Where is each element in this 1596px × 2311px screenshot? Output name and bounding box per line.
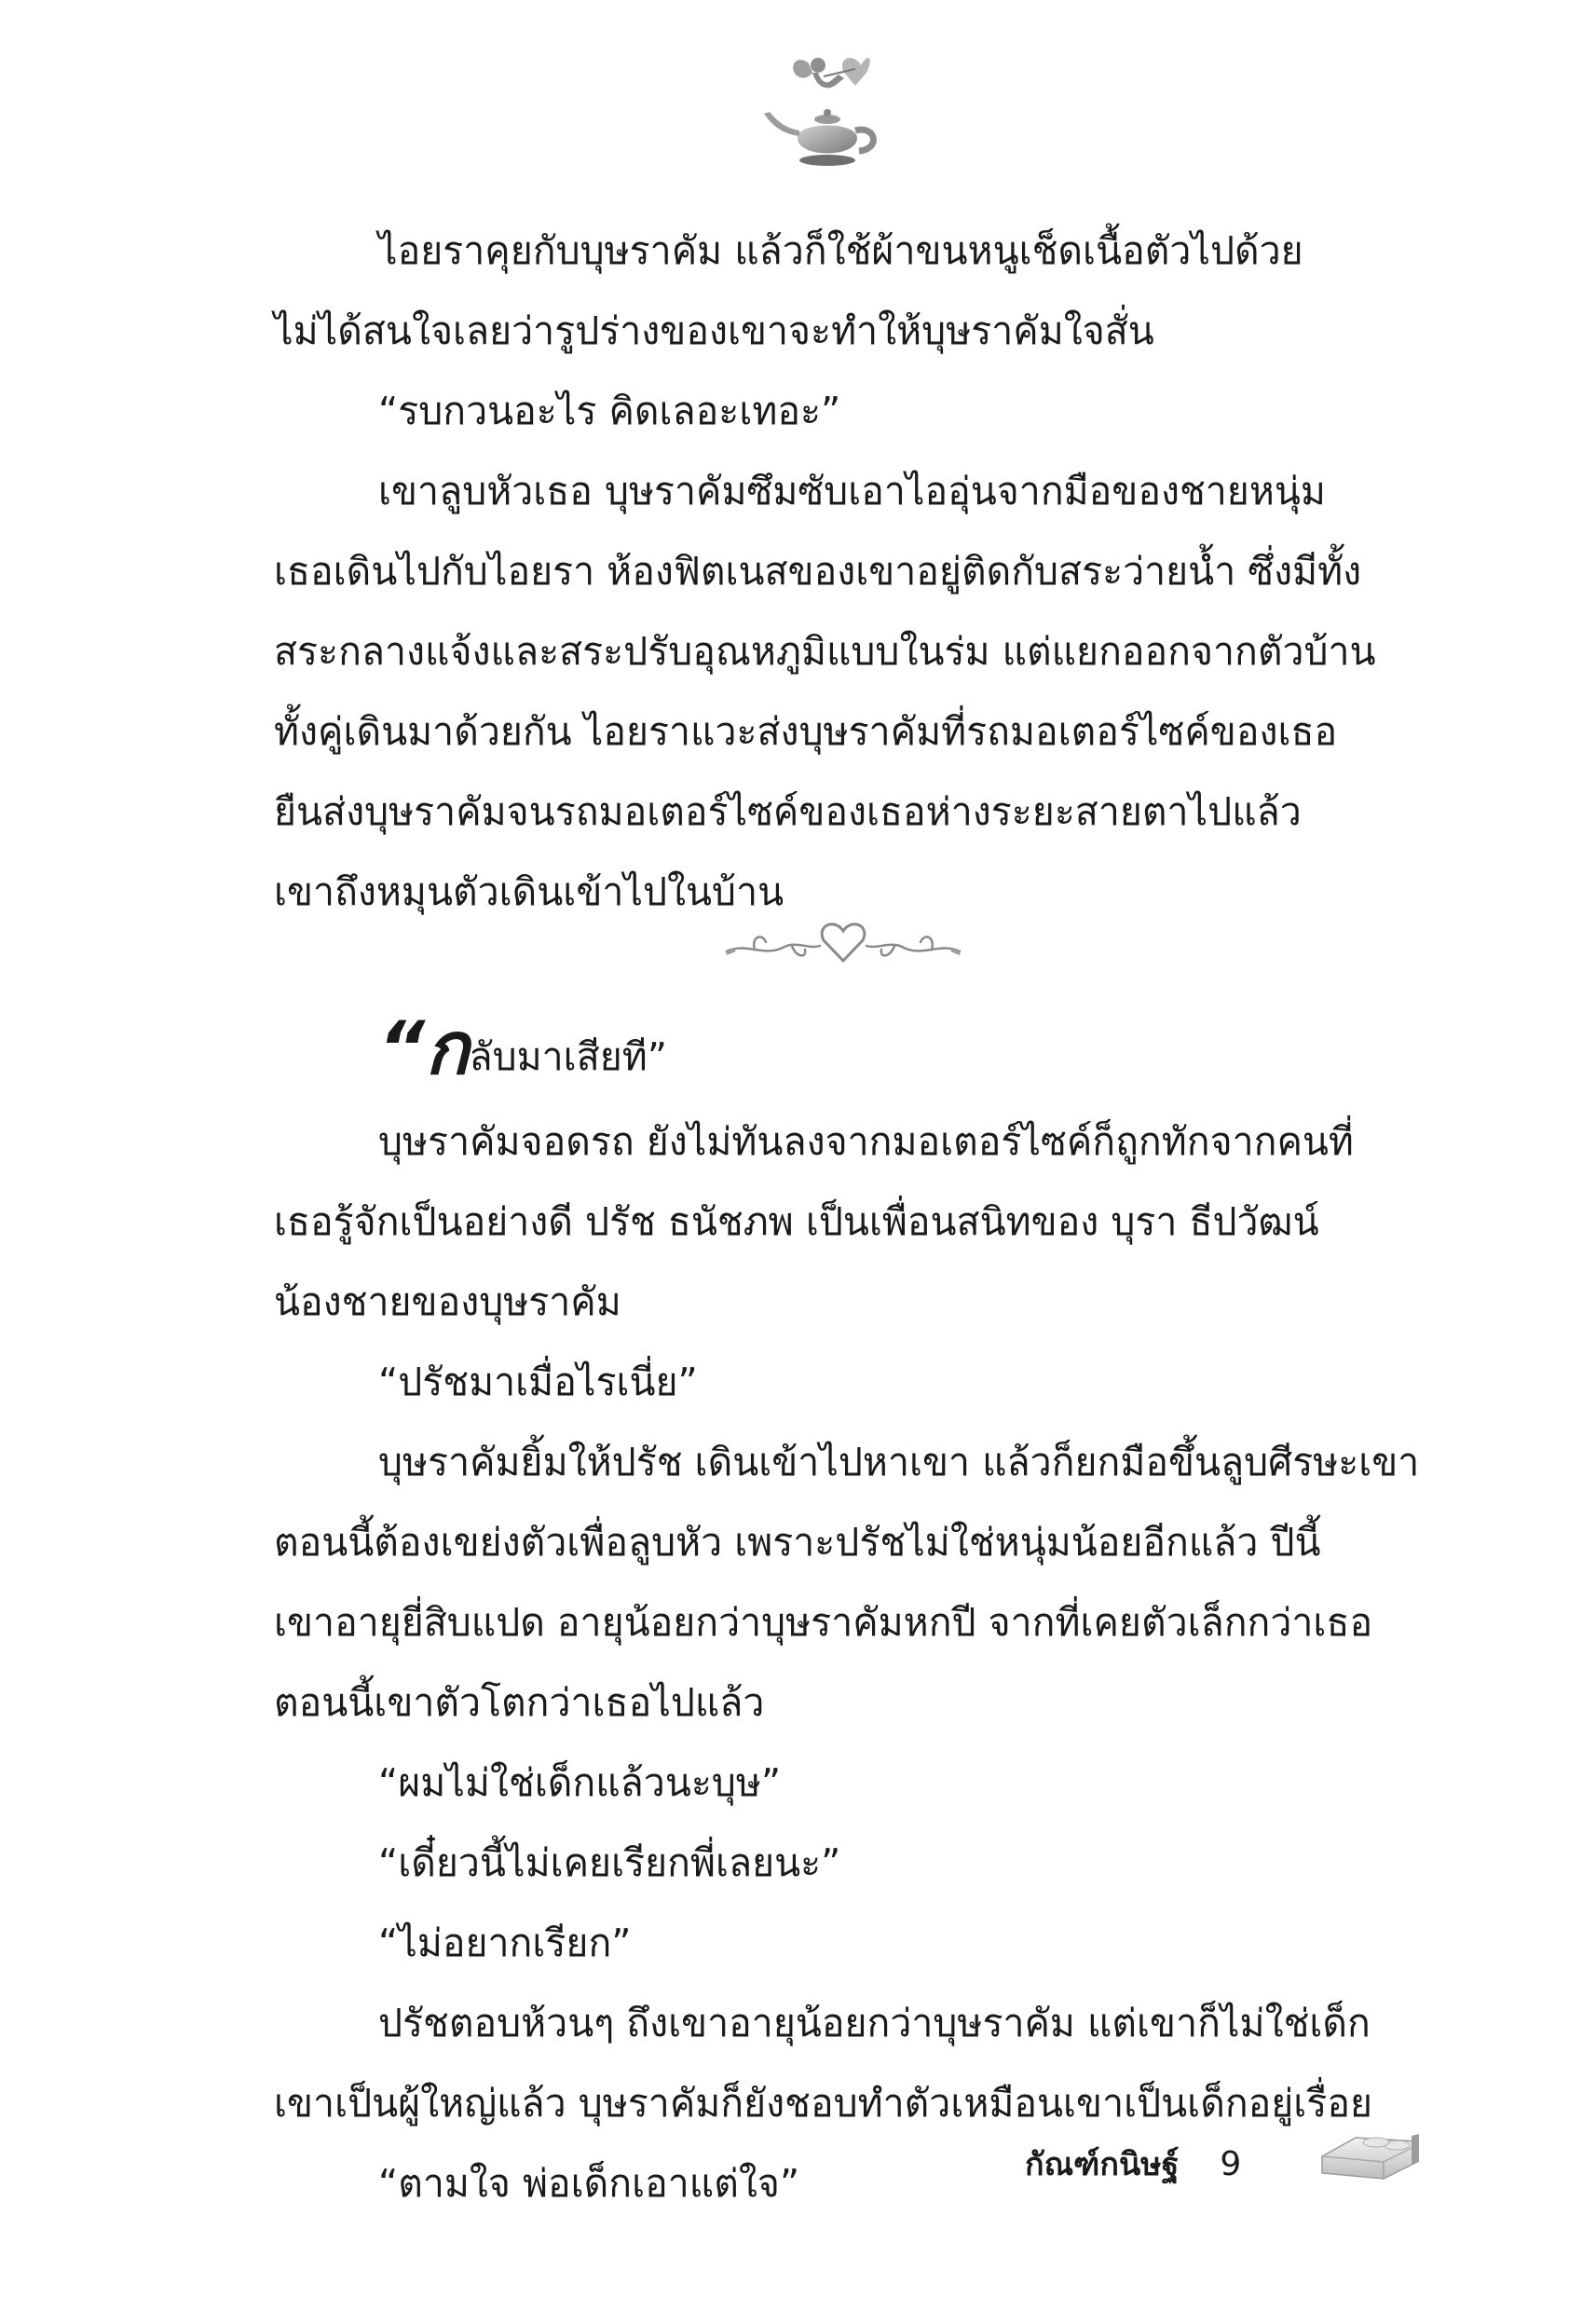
dialogue-line: “ผมไม่ใช่เด็กแล้วนะบุษ” (378, 1760, 782, 1805)
text-line: สระกลางแจ้งและสระปรับอุณหภูมิแบบในร่ม แต่แยกออกจากตัวบ้าน (274, 629, 1376, 674)
paragraph-block-2 (274, 1005, 1420, 2223)
dropcap-letter: ก (425, 1007, 470, 1091)
paragraph-block-1 (274, 211, 1412, 932)
dropcap-line (274, 1005, 1412, 1101)
dialogue-line: “รบกวนอะไร คิดเลอะเทอะ” (378, 389, 841, 433)
dropcap-open-quote: “ (378, 1007, 426, 1091)
text-line: เขาลูบหัวเธอ บุษราคัมซึมซับเอาไออุ่นจากมือของชายหนุ่ม (378, 469, 1326, 513)
bed-icon (1318, 2125, 1421, 2182)
dialogue-line: “ปรัชมาเมื่อไรเนี่ย” (378, 1360, 698, 1404)
dialogue-line: “ไม่อยากเรียก” (378, 1921, 632, 1965)
dropcap-rest: ลับมาเสียที” (469, 1034, 668, 1079)
page-number: 9 (1220, 2144, 1242, 2183)
page-footer (1025, 2136, 1241, 2192)
dialogue-line: “เดี๋ยวนี้ไม่เคยเรียกพี่เลยนะ” (378, 1840, 841, 1885)
teapot-cupid-ornament-icon (751, 45, 900, 185)
text-line: เธอรู้จักเป็นอย่างดี ปรัช ธนัชภพ เป็นเพื่อนสนิทของ บุรา ธีปวัฒน์ (274, 1199, 1319, 1244)
text-line: บุษราคัมจอดรถ ยังไม่ทันลงจากมอเตอร์ไซค์ก็ถูกทักจากคนที่ (378, 1119, 1354, 1164)
text-line: เขาอายุยี่สิบแปด อายุน้อยกว่าบุษราคัมหกปี จากที่เคยตัวเล็กกว่าเธอ (274, 1600, 1373, 1645)
text-line: ไม่ได้สนใจเลยว่ารูปร่างของเขาจะทำให้บุษราคัมใจสั่น (274, 308, 1154, 353)
text-line: ยืนส่งบุษราคัมจนรถมอเตอร์ไซค์ของเธอห่างระยะสายตาไปแล้ว (274, 789, 1302, 834)
text-line: ปรัชตอบห้วนๆ ถึงเขาอายุน้อยกว่าบุษราคัม แต่เขาก็ไม่ใช่เด็ก (378, 2001, 1371, 2045)
text-line: ไอยราคุยกับบุษราคัม แล้วก็ใช้ผ้าขนหนูเช็ดเนื้อตัวไปด้วย (378, 228, 1303, 273)
book-title: กัณฑ์กนิษฐ์ (1025, 2146, 1180, 2183)
text-line: ทั้งคู่เดินมาด้วยกัน ไอยราแวะส่งบุษราคัมที่รถมอเตอร์ไซค์ของเธอ (274, 709, 1338, 754)
text-line: เขาถึงหมุนตัวเดินเข้าไปในบ้าน (274, 869, 784, 914)
text-line: บุษราคัมยิ้มให้ปรัช เดินเข้าไปหาเขา แล้วก็ยกมือขึ้นลูบศีรษะเขา (378, 1440, 1420, 1484)
text-line: ตอนนี้เขาตัวโตกว่าเธอไปแล้ว (274, 1680, 765, 1725)
text-line: เขาเป็นผู้ใหญ่แล้ว บุษราคัมก็ยังชอบทำตัวเหมือนเขาเป็นเด็กอยู่เรื่อย (274, 2081, 1372, 2126)
text-line: เธอเดินไปกับไอยรา ห้องฟิตเนสของเขาอยู่ติดกับสระว่ายน้ำ ซึ่งมีทั้ง (274, 549, 1362, 594)
text-line: ตอนนี้ต้องเขย่งตัวเพื่อลูบหัว เพราะปรัชไม่ใช่หนุ่มน้อยอีกแล้ว ปีนี้ (274, 1520, 1321, 1565)
dialogue-line: “ตามใจ พ่อเด็กเอาแต่ใจ” (378, 2161, 800, 2206)
text-line: น้องชายของบุษราคัม (274, 1279, 621, 1324)
heart-vine-divider-icon (717, 909, 969, 983)
